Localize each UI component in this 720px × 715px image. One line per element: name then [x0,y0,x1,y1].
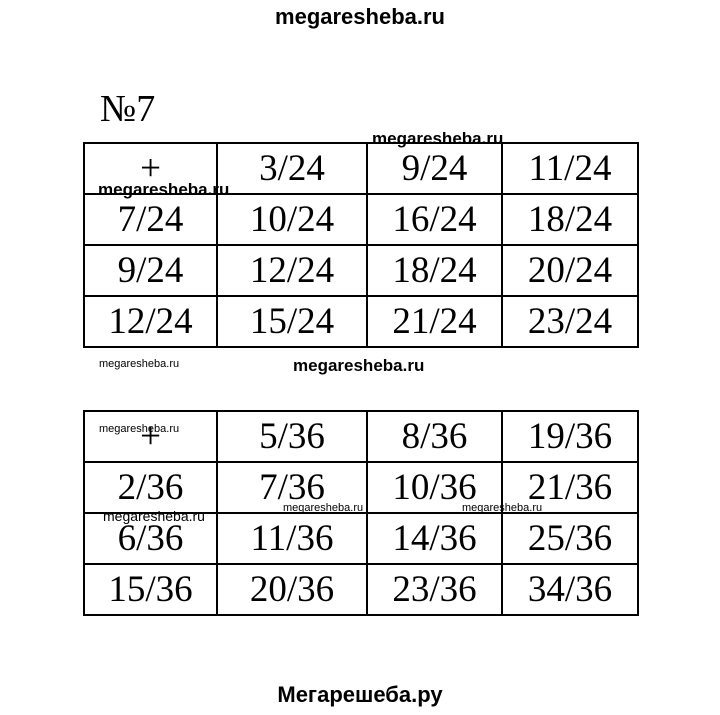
table-cell: 9/24 [367,143,502,194]
task-number: №7 [100,88,156,130]
watermark-text: megaresheba.ru [99,423,180,435]
table-cell: 10/36 [367,462,502,513]
watermark-text: megaresheba.ru [372,129,504,148]
table-cell: 3/24 [217,143,367,194]
table-cell: 14/36 [367,513,502,564]
table-cell: 7/36 [217,462,367,513]
watermark-bottom: Мегарешеба.ру [277,682,443,707]
table-cell: 15/24 [217,296,367,347]
table-cell: 19/36 [502,411,638,462]
table-cell: 7/24 [84,194,217,245]
watermark-text: megaresheba.ru [462,502,543,514]
table-cell: 5/36 [217,411,367,462]
table-cell: 23/24 [502,296,638,347]
table-row [84,564,638,615]
table-cell: 12/24 [84,296,217,347]
table-row [84,245,638,296]
watermark-text: megaresheba.ru [293,356,425,375]
table-cell: 11/24 [502,143,638,194]
table-cell-operator: + [84,143,217,194]
table-cell: 6/36 [84,513,217,564]
table-cell: 2/36 [84,462,217,513]
watermark-text: megaresheba.ru [283,502,364,514]
table-cell-operator: + [84,411,217,462]
table-cell: 20/36 [217,564,367,615]
table-cell: 15/36 [84,564,217,615]
table-cell: 8/36 [367,411,502,462]
table-cell: 20/24 [502,245,638,296]
table-cell: 12/24 [217,245,367,296]
table-row [84,411,638,462]
addition-table-24ths [83,142,639,348]
table-cell: 23/36 [367,564,502,615]
watermark-text: megaresheba.ru [103,508,205,524]
watermark-top: megaresheba.ru [275,4,445,29]
table-row [84,194,638,245]
table-cell: 18/24 [502,194,638,245]
table-cell: 18/24 [367,245,502,296]
table-cell: 16/24 [367,194,502,245]
table-row [84,296,638,347]
table-cell: 21/24 [367,296,502,347]
table-cell: 10/24 [217,194,367,245]
table-cell: 25/36 [502,513,638,564]
table-cell: 11/36 [217,513,367,564]
table-cell: 9/24 [84,245,217,296]
watermark-text: megaresheba.ru [98,180,230,199]
watermark-text: megaresheba.ru [99,358,180,370]
table-cell: 21/36 [502,462,638,513]
table-cell: 34/36 [502,564,638,615]
